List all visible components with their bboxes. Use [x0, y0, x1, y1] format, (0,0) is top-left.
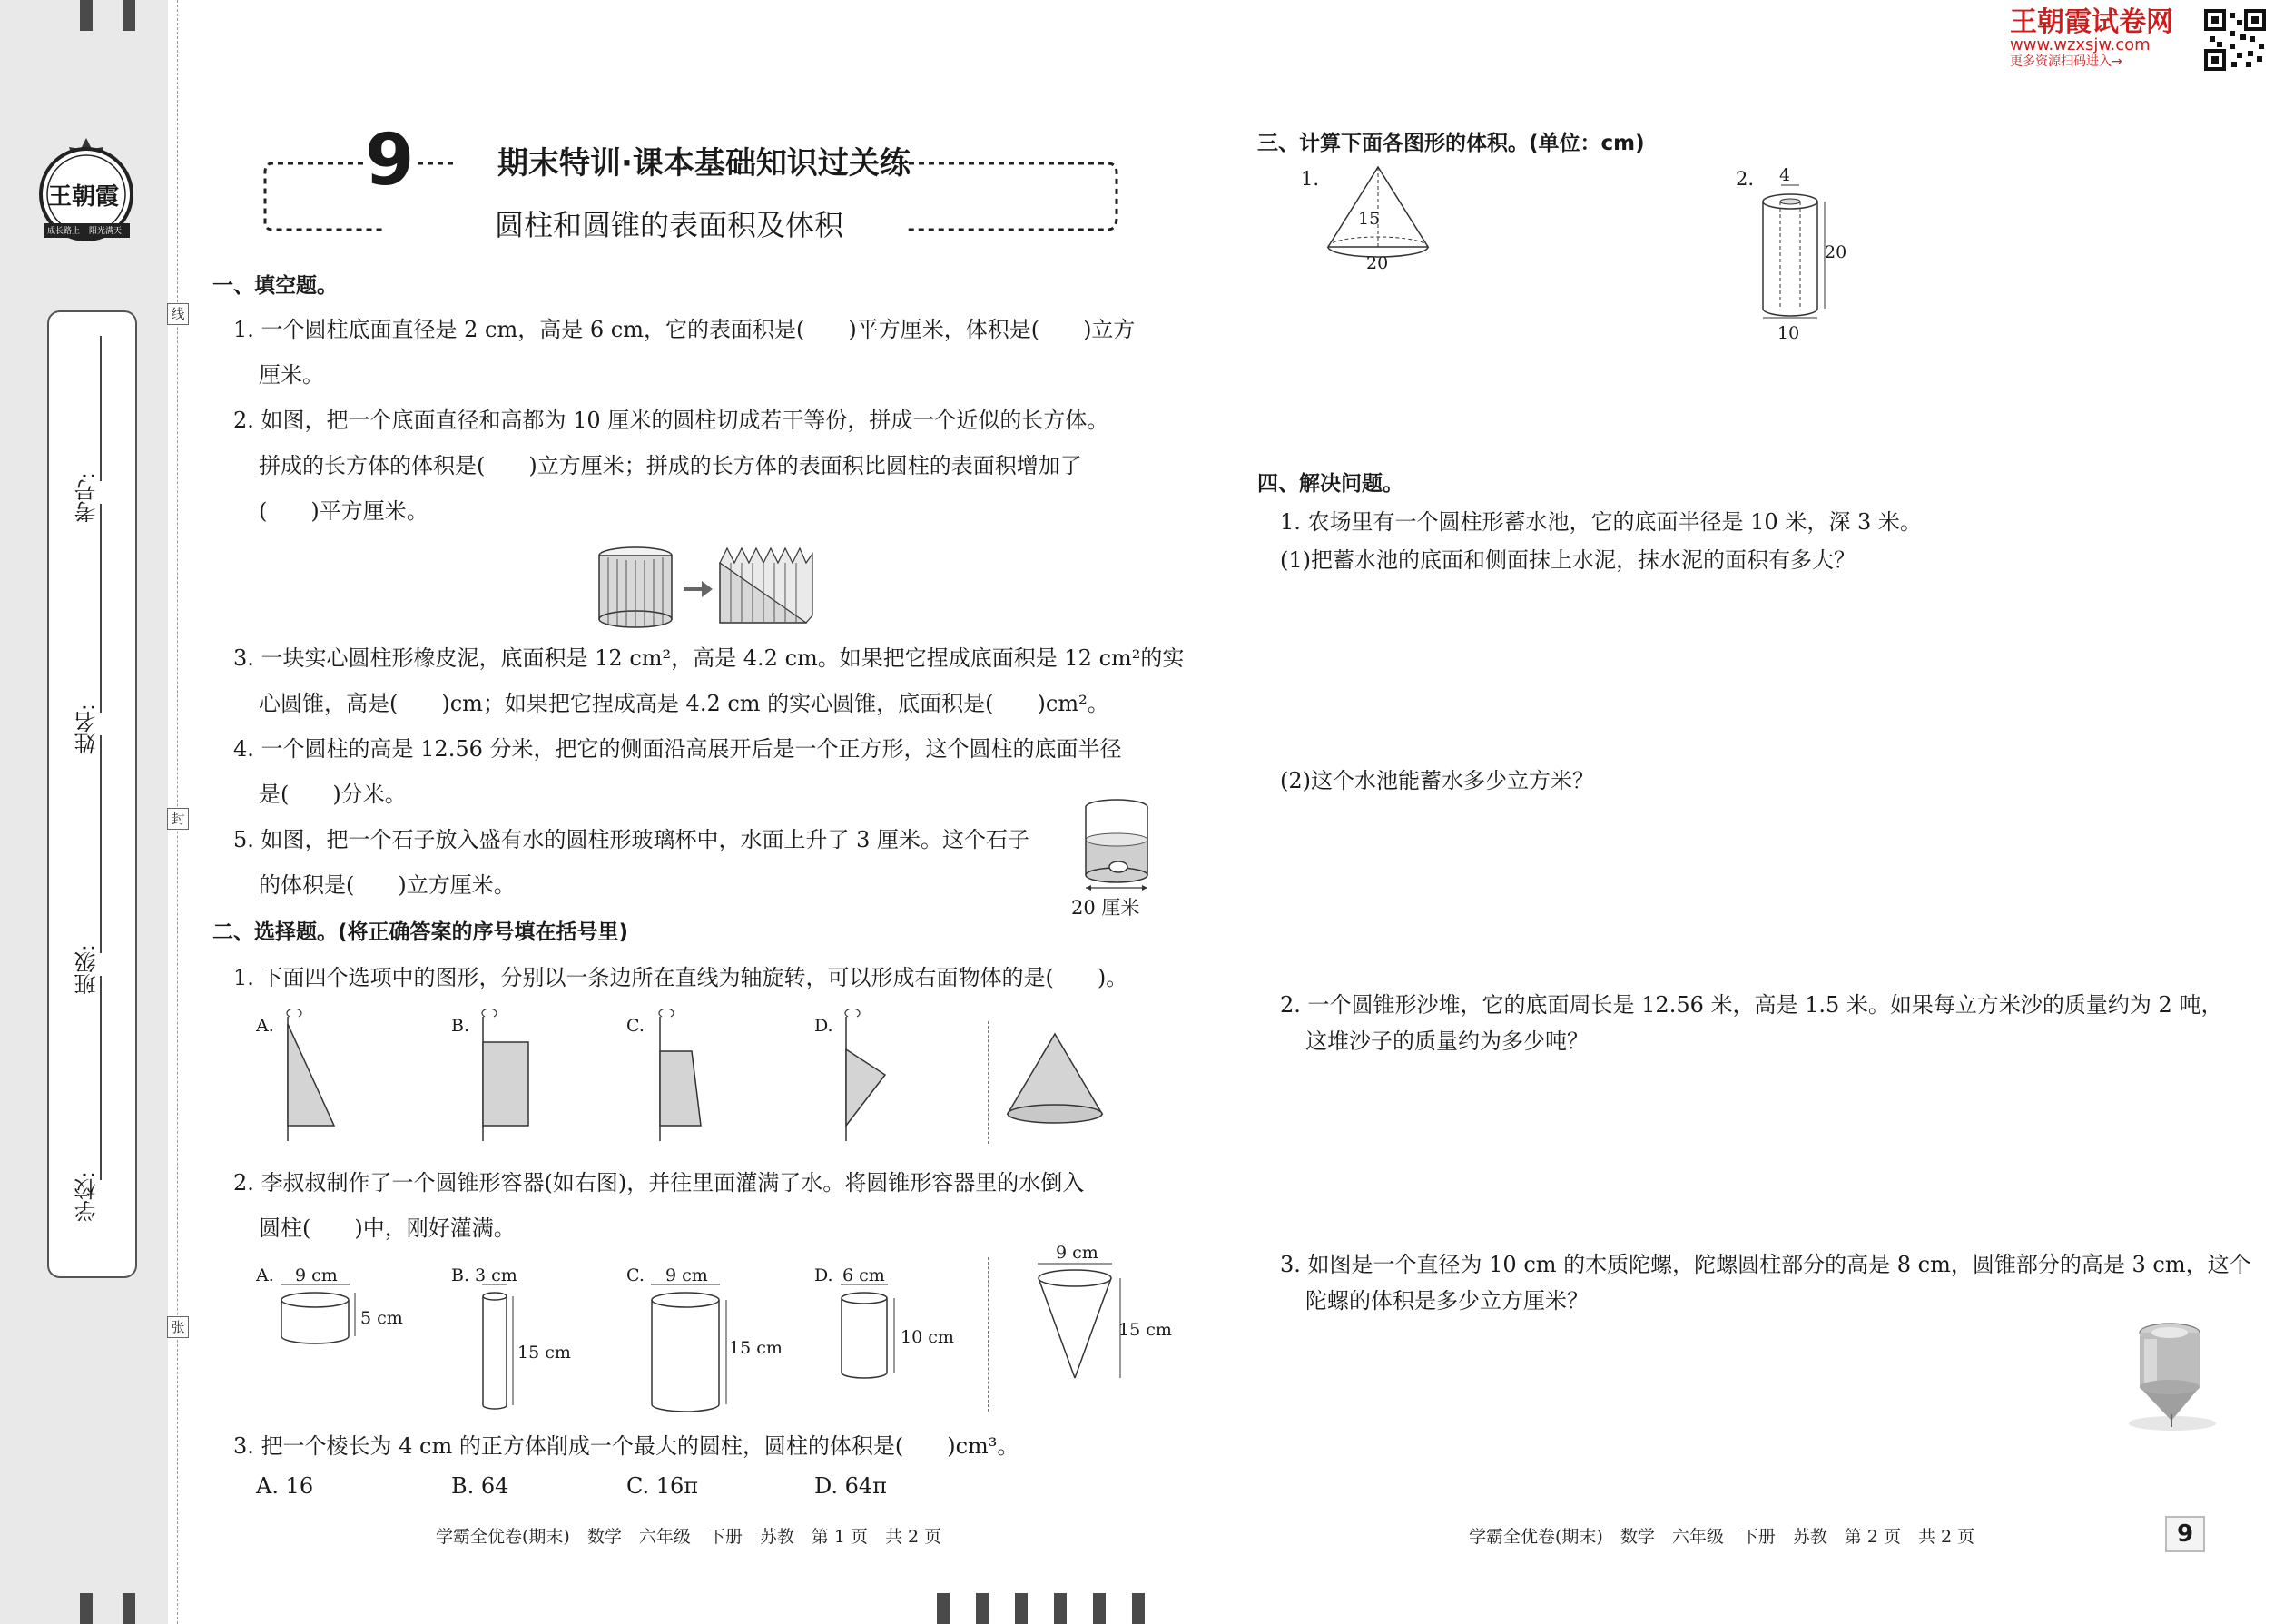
option-a-triangle-figure[interactable] — [272, 1009, 345, 1146]
q2-3-option-d[interactable]: D. 64π — [814, 1473, 887, 1499]
registration-mark — [123, 0, 135, 31]
question-2-3: 3. 把一个棱长为 4 cm 的正方体削成一个最大的圆柱，圆柱的体积是( )cm³。 — [233, 1433, 1019, 1459]
option-b-diameter: 3 cm — [475, 1265, 517, 1285]
seal-char: 张 — [167, 1316, 189, 1338]
question-1-2: 2. 如图，把一个底面直径和高都为 10 厘米的圆柱切成若干等份，拼成一个近似的长方体。 — [233, 408, 1109, 433]
option-c-label[interactable]: C. — [626, 1265, 645, 1285]
option-d-label[interactable]: D. — [814, 1016, 833, 1036]
page-number-box — [2165, 1516, 2205, 1552]
problem-1-part-2: (2)这个水池能蓄水多少立方米？ — [1280, 768, 1594, 793]
option-a-cylinder-figure[interactable] — [277, 1282, 359, 1350]
school-line[interactable] — [100, 976, 102, 1180]
option-b-rectangle-figure[interactable] — [468, 1009, 540, 1146]
site-name: 王朝霞试卷网 — [2010, 6, 2173, 38]
page-footer-left: 学霸全优卷(期末) 数学 六年级 下册 苏教 第 1 页 共 2 页 — [436, 1527, 942, 1547]
student-info-box — [47, 310, 137, 1278]
question-1-4: 4. 一个圆柱的高是 12.56 分米，把它的侧面沿高展开后是一个正方形，这个圆柱的底面半径 — [233, 736, 1122, 762]
q2-3-option-b[interactable]: B. 64 — [451, 1473, 509, 1499]
cone-container-height: 15 cm — [1118, 1320, 1172, 1340]
option-d-height: 10 cm — [901, 1327, 954, 1347]
tube-base-label: 10 — [1777, 323, 1800, 343]
question-2-1: 1. 下面四个选项中的图形，分别以一条边所在直线为轴旋转，可以形成右面物体的是( )。 — [233, 965, 1128, 990]
figure-1-label: 1. — [1301, 168, 1320, 190]
cone-container-figure — [1030, 1262, 1126, 1384]
option-a-label[interactable]: A. — [256, 1265, 274, 1285]
seal-char: 封 — [167, 808, 189, 830]
class-line[interactable] — [100, 735, 102, 953]
problem-2-cont: 这堆沙子的质量约为多少吨？ — [1305, 1029, 1589, 1054]
section-fill-blank: 一、填空题。 — [212, 274, 338, 298]
problem-1-part-1: (1)把蓄水池的底面和侧面抹上水泥，抹水泥的面积有多大？ — [1280, 547, 1856, 573]
unit-number: 9 — [365, 120, 415, 202]
option-b-cylinder-figure[interactable] — [479, 1282, 516, 1413]
section-word-problems: 四、解决问题。 — [1257, 472, 1403, 496]
logo-ribbon-left: 成长路上 — [47, 227, 81, 236]
option-d-label[interactable]: D. — [814, 1265, 833, 1285]
option-d-cylinder-figure[interactable] — [837, 1282, 899, 1383]
registration-mark — [80, 1593, 93, 1624]
page-subtitle: 圆柱和圆锥的表面积及体积 — [495, 208, 844, 242]
q2-3-option-c[interactable]: C. 16π — [626, 1473, 699, 1499]
question-1-3-cont: 心圆锥，高是( )cm；如果把它捏成高是 4.2 cm 的实心圆锥，底面积是( )cm²。 — [259, 691, 1109, 716]
registration-mark — [80, 0, 93, 31]
problem-3-cont: 陀螺的体积是多少立方厘米？ — [1305, 1288, 1589, 1314]
school-label: 学校: — [74, 1171, 100, 1223]
question-1-4-cont: 是( )分米。 — [259, 782, 407, 807]
cone-container-diameter: 9 cm — [1056, 1243, 1098, 1263]
registration-mark — [937, 1593, 950, 1624]
page-footer-right: 学霸全优卷(期末) 数学 六年级 下册 苏教 第 2 页 共 2 页 — [1469, 1527, 1975, 1547]
site-tip: 更多资源扫码进入→ — [2010, 54, 2122, 69]
logo-ribbon-right: 阳光满天 — [89, 227, 123, 236]
name-label: 姓名: — [74, 704, 100, 755]
option-c-trapezoid-figure[interactable] — [645, 1009, 717, 1146]
question-2-2-cont: 圆柱( )中，刚好灌满。 — [259, 1216, 516, 1241]
question-1-3: 3. 一块实心圆柱形橡皮泥，底面积是 12 cm²，高是 4.2 cm。如果把它捏成底面积是 12 cm²的实 — [233, 645, 1185, 671]
cone-slant-label: 15 — [1358, 209, 1381, 229]
option-b-label[interactable]: B. — [451, 1016, 470, 1036]
option-c-diameter: 9 cm — [665, 1265, 708, 1285]
exam-no-label: 考号: — [74, 472, 100, 524]
glass-cup-figure — [1076, 794, 1157, 896]
option-d-diameter: 6 cm — [842, 1265, 885, 1285]
logo-text: 王朝霞 — [48, 183, 120, 211]
site-url: www.wzxsjw.com — [2010, 35, 2151, 54]
class-label: 班级: — [74, 944, 100, 996]
question-1-1-cont: 厘米。 — [259, 362, 324, 388]
divider — [988, 1021, 989, 1144]
registration-mark — [1054, 1593, 1067, 1624]
tube-height-label: 20 — [1825, 242, 1847, 262]
option-a-height: 5 cm — [360, 1308, 403, 1328]
problem-3: 3. 如图是一个直径为 10 cm 的木质陀螺，陀螺圆柱部分的高是 8 cm，圆锥部分的高是 3 cm，这个 — [1280, 1252, 2251, 1277]
tube-inner-label: 4 — [1779, 165, 1791, 185]
hollow-cylinder-figure — [1750, 182, 1832, 320]
option-a-diameter: 9 cm — [295, 1265, 338, 1285]
cylinder-to-cuboid-figure — [595, 545, 817, 631]
option-c-height: 15 cm — [729, 1338, 783, 1358]
option-a-label[interactable]: A. — [256, 1016, 274, 1036]
page-number: 9 — [2176, 1521, 2194, 1548]
figure-2-label: 2. — [1736, 168, 1755, 190]
option-b-label[interactable]: B. — [451, 1265, 470, 1285]
problem-2: 2. 一个圆锥形沙堆，它的底面周长是 12.56 米，高是 1.5 米。如果每立方米沙的质量约为 2 吨， — [1280, 992, 2223, 1018]
question-1-5: 5. 如图，把一个石子放入盛有水的圆柱形玻璃杯中，水面上升了 3 厘米。这个石子 — [233, 827, 1030, 852]
question-2-2: 2. 李叔叔制作了一个圆锥形容器(如右图)，并往里面灌满了水。将圆锥形容器里的水倒入 — [233, 1170, 1085, 1196]
q2-3-option-a[interactable]: A. 16 — [256, 1473, 314, 1499]
question-1-5-cont: 的体积是( )立方厘米。 — [259, 872, 516, 898]
section-multiple-choice: 二、选择题。(将正确答案的序号填在括号里) — [212, 920, 629, 944]
option-c-label[interactable]: C. — [626, 1016, 645, 1036]
qr-code-icon[interactable] — [2204, 9, 2266, 71]
option-c-cylinder-figure[interactable] — [647, 1282, 731, 1416]
seal-char: 线 — [167, 303, 189, 325]
question-1-1: 1. 一个圆柱底面直径是 2 cm，高是 6 cm，它的表面积是( )平方厘米，体积是( )立方 — [233, 317, 1136, 342]
registration-mark — [123, 1593, 135, 1624]
cup-diameter-label: 20 厘米 — [1071, 897, 1140, 919]
registration-mark — [976, 1593, 989, 1624]
cone-object-figure — [1003, 1030, 1108, 1130]
exam-no-line[interactable] — [100, 336, 102, 481]
spinning-top-figure — [2122, 1316, 2222, 1434]
option-d-triangle-figure[interactable] — [831, 1009, 903, 1146]
divider — [988, 1257, 989, 1412]
registration-mark — [1015, 1593, 1028, 1624]
name-line[interactable] — [100, 504, 102, 713]
question-1-2-cont: 拼成的长方体的体积是( )立方厘米；拼成的长方体的表面积比圆柱的表面积增加了 — [259, 453, 1082, 478]
brand-logo — [34, 134, 139, 248]
page-title: 期末特训·课本基础知识过关练 — [497, 145, 911, 182]
cone-base-label: 20 — [1366, 253, 1389, 273]
question-1-2-cont2: ( )平方厘米。 — [259, 498, 428, 524]
section-volume: 三、计算下面各图形的体积。(单位：cm) — [1257, 132, 1645, 155]
problem-1: 1. 农场里有一个圆柱形蓄水池，它的底面半径是 10 米，深 3 米。 — [1280, 509, 1922, 535]
option-b-height: 15 cm — [517, 1343, 571, 1363]
registration-mark — [1132, 1593, 1145, 1624]
registration-mark — [1093, 1593, 1106, 1624]
